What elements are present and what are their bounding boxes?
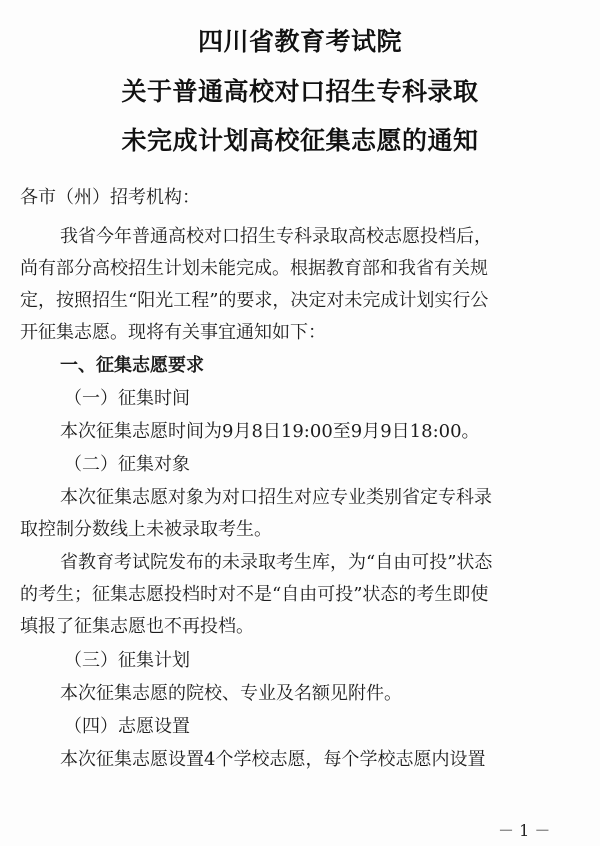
target-paragraph-line-1: 本次征集志愿对象为对口招生对应专业类别省定专科录 xyxy=(60,487,492,508)
page-number: － 1 － xyxy=(498,821,551,840)
salutation: 各市（州）招考机构： xyxy=(20,187,200,208)
title-line-1: 四川省教育考试院 xyxy=(197,27,402,56)
target-paragraph-line-2: 取控制分数线上未被录取考生。 xyxy=(20,519,272,540)
body-paragraph-1-line-4: 开征集志愿。现将有关事宜通知如下： xyxy=(20,322,326,343)
body-paragraph-1-line-2: 尚有部分高校招生计划未能完成。根据教育部和我省有关规 xyxy=(20,258,488,279)
subheading-2: （二）征集对象 xyxy=(64,454,190,475)
subheading-3: （三）征集计划 xyxy=(64,650,190,671)
subheading-1: （一）征集时间 xyxy=(64,388,190,409)
database-paragraph-line-2: 的考生；征集志愿投档时对不是“自由可投”状态的考生即使 xyxy=(20,584,489,605)
plan-paragraph: 本次征集志愿的院校、专业及名额见附件。 xyxy=(60,683,402,704)
title-line-2: 关于普通高校对口招生专科录取 xyxy=(121,77,479,106)
time-paragraph: 本次征集志愿时间为9月8日19:00至9月9日18:00。 xyxy=(60,421,480,442)
body-paragraph-1-line-3: 定，按照招生“阳光工程”的要求，决定对未完成计划实行公 xyxy=(20,290,489,311)
setting-paragraph-line-1: 本次征集志愿设置4个学校志愿，每个学校志愿内设置 xyxy=(60,749,486,770)
section-heading-1: 一、征集志愿要求 xyxy=(60,355,204,376)
database-paragraph-line-3: 填报了征集志愿也不再投档。 xyxy=(20,616,254,637)
body-paragraph-1-line-1: 我省今年普通高校对口招生专科录取高校志愿投档后， xyxy=(60,226,492,247)
title-line-3: 未完成计划高校征集志愿的通知 xyxy=(121,126,479,155)
subheading-4: （四）志愿设置 xyxy=(64,716,190,737)
database-paragraph-line-1: 省教育考试院发布的未录取考生库，为“自由可投”状态 xyxy=(60,552,493,573)
